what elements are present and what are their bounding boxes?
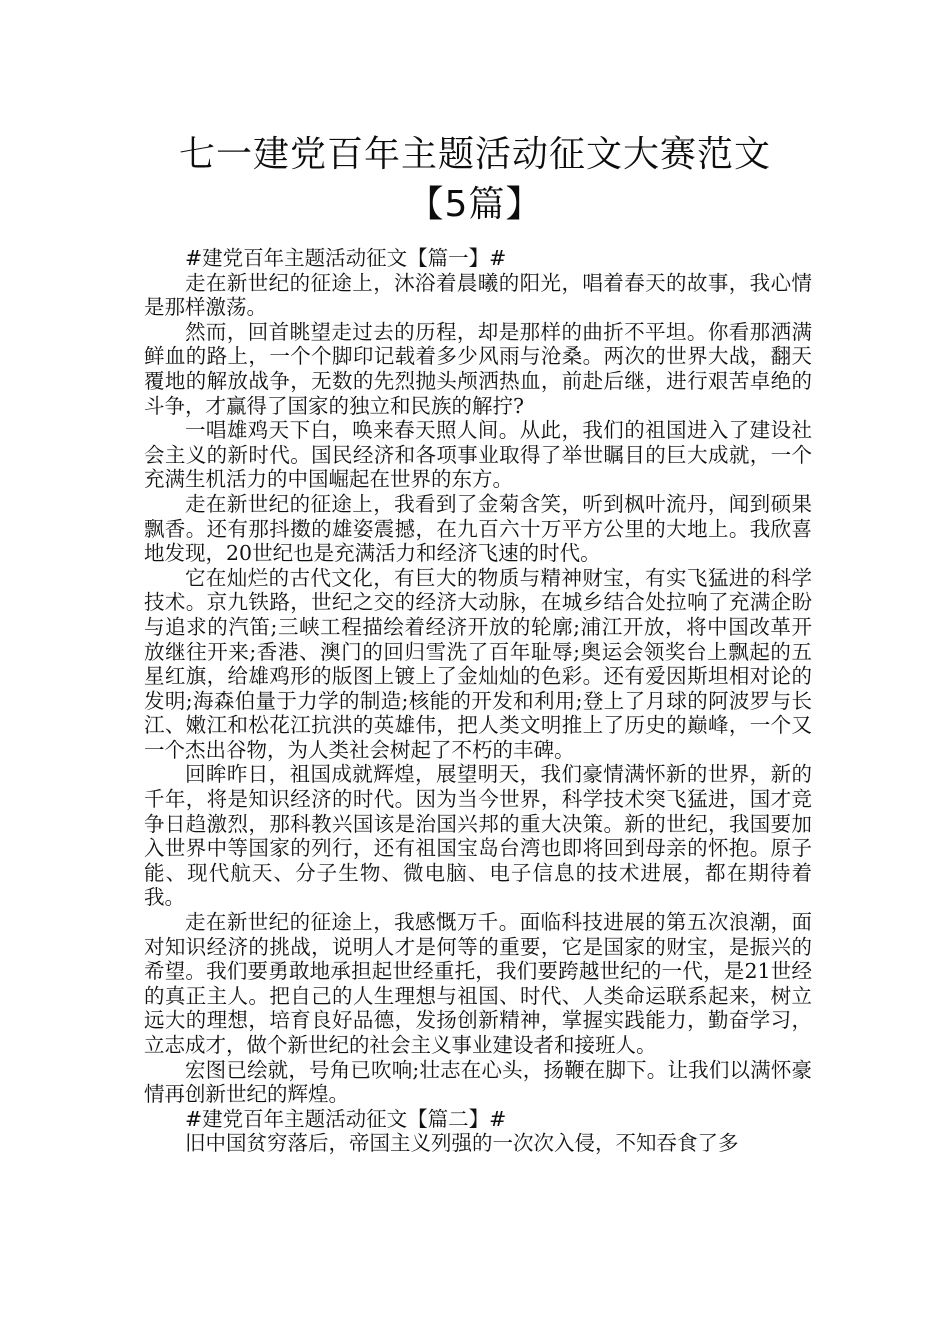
document-title-line-2: 【5篇】 [407, 184, 543, 225]
paragraph: 然而，回首眺望走过去的历程，却是那样的曲折不平坦。你看那洒满鲜血的路上，一个个脚印记载着多少风雨与沧桑。两次的世界大战，翻天覆地的解放战争，无数的先烈抛头颅洒热血，前赴后继，进行艰苦卓绝的斗争，才赢得了国家的独立和民族的解拧? [144, 319, 812, 418]
paragraph: 旧中国贫穷落后，帝国主义列强的一次次入侵，不知吞食了多 [185, 1131, 739, 1156]
section-heading-2: #建党百年主题活动征文【篇二】# [185, 1106, 507, 1131]
paragraph: 走在新世纪的征途上，沐浴着晨曦的阳光，唱着春天的故事，我心情是那样激荡。 [144, 270, 812, 320]
section-heading-1: #建党百年主题活动征文【篇一】# [185, 246, 507, 270]
paragraph: 它在灿烂的古代文化，有巨大的物质与精神财宝，有实飞猛进的科学技术。京九铁路，世纪之交的经济大动脉，在城乡结合处拉响了充满企盼与追求的汽笛;三峡工程描绘着经济开放的轮廓;浦江开放，将中国改革开放继往开来;香港、澳门的回归雪洗了百年耻辱;奥运会领奖台上飘起的五星红旗，给雄鸡形的版图上镀上了金灿灿的色彩。还有爱因斯坦相对论的发明;海森伯量于力学的制造;核能的开发和利用;登上了月球的阿波罗与长江、嫩江和松花江抗洪的英雄伟，把人类文明推上了历史的巅峰，一个又一个杰出谷物，为人类社会树起了不朽的丰碑。 [144, 565, 812, 762]
article-body [144, 246, 812, 1156]
paragraph: 走在新世纪的征途上，我感慨万千。面临科技进展的第五次浪潮，面对知识经济的挑战，说明人才是何等的重要，它是国家的财宝，是振兴的希望。我们要勇敢地承担起世经重托，我们要跨越世纪的一代，是21世经的真正主人。把自己的人生理想与祖国、时代、人类命运联系起来，树立远大的理想，培育良好品德，发扬创新精神，掌握实践能力，勤奋学习，立志成才，做个新世纪的社会主义事业建设者和接班人。 [144, 910, 812, 1057]
paragraph: 一唱雄鸡天下白，唤来春天照人间。从此，我们的祖国进入了建设社会主义的新时代。国民经济和各项事业取得了举世瞩目的巨大成就，一个充满生机活力的中国崛起在世界的东方。 [144, 418, 812, 492]
paragraph: 走在新世纪的征途上，我看到了金菊含笑，听到枫叶流丹，闻到硕果飘香。还有那抖擞的雄姿震撼，在九百六十万平方公里的大地上。我欣喜地发现，20世纪也是充满活力和经济飞速的时代。 [144, 491, 812, 566]
paragraph: 回眸昨日，祖国成就辉煌，展望明天，我们豪情满怀新的世界，新的千年，将是知识经济的时代。因为当今世界，科学技术突飞猛进，国才竞争日趋激烈，那科教兴国该是治国兴邦的重大决策。新的世纪，我国要加入世界中等国家的列行，还有祖国宝岛台湾也即将回到母亲的怀抱。原子能、现代航天、分子生物、微电脑、电子信息的技术进展，都在期待着我。 [144, 762, 812, 910]
paragraph: 宏图已绘就，号角已吹响;壮志在心头，扬鞭在脚下。让我们以满怀豪情再创新世纪的辉煌。 [144, 1057, 812, 1107]
document-title-line-1: 七一建党百年主题活动征文大赛范文 [178, 134, 771, 175]
